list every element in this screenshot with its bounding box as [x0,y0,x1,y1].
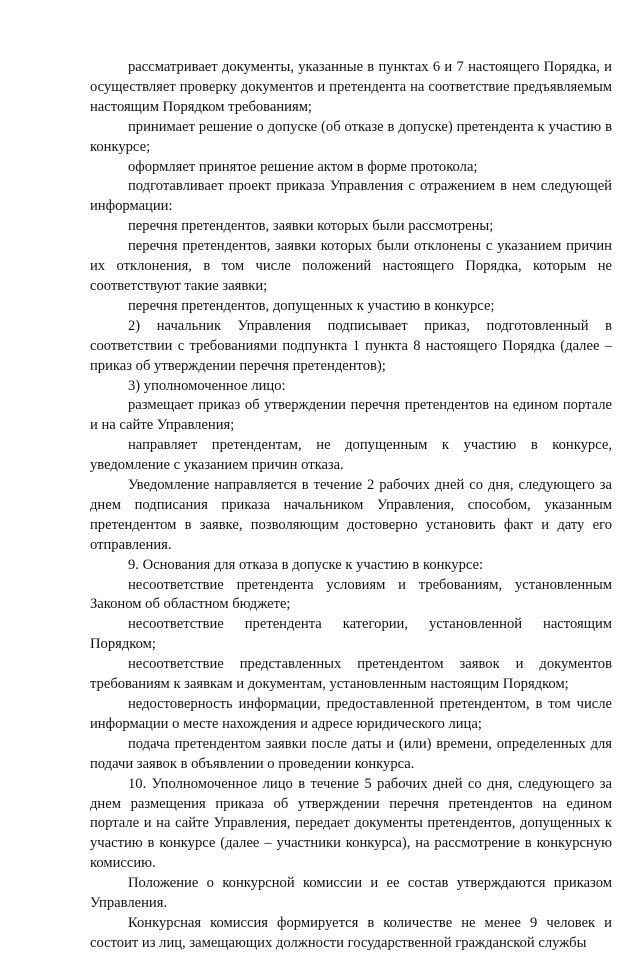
paragraph: принимает решение о допуске (об отказе в допуске) претендента к участию в конкурсе; [90,118,612,155]
paragraph: подача претендентом заявки после даты и (или) времени, определенных для подачи заявок в объявлении о проведении конкурса. [90,735,612,772]
paragraph: перечня претендентов, заявки которых были рассмотрены; [128,218,494,235]
paragraph: подготавливает проект приказа Управления с отражением в нем следующей информации: [90,178,612,215]
paragraph: Конкурсная комиссия формируется в количестве не менее 9 человек и состоит из лиц, замещающих должности государственной гражданской службы [90,914,612,951]
paragraph: Положение о конкурсной комиссии и ее состав утверждаются приказом Управления. [90,875,612,912]
paragraph: направляет претендентам, не допущенным к участию в конкурсе, уведомление с указанием причин отказа. [90,437,612,474]
paragraph: 2) начальник Управления подписывает приказ, подготовленный в соответствии с требованиями подпункта 1 пункта 8 настоящего Порядка (далее – приказ об утверждении перечня претендентов); [90,317,612,374]
paragraph: 9. Основания для отказа в допуске к участию в конкурсе: [128,556,484,573]
paragraph: перечня претендентов, заявки которых были отклонены с указанием причин их отклонения, в том числе положений настоящего Порядка, которым не соответствуют такие заявки; [90,238,612,294]
paragraph: размещает приказ об утверждении перечня претендентов на едином портале и на сайте Управления; [90,397,612,434]
paragraph: 10. Уполномоченное лицо в течение 5 рабочих дней со дня, следующего за днем размещения приказа об утверждении перечня претендентов на едином портале и на сайте Управления, передает документы претендентов, допущенных к участию в конкурсе (далее – участники конкурса), на рассмотрение в конкурсную комиссию. [90,775,612,872]
paragraph: несоответствие представленных претендентом заявок и документов требованиям к заявкам и документам, установленным настоящим Порядком; [90,656,612,693]
paragraph: несоответствие претендента условиям и требованиям, установленным Законом об областном бюджете; [90,576,612,613]
paragraph: недостоверность информации, предоставленной претендентом, в том числе информации о месте нахождения и адресе юридического лица; [90,696,612,732]
paragraph: 3) уполномоченное лицо: [128,377,286,394]
paragraph: оформляет принятое решение актом в форме протокола; [128,158,478,175]
paragraph: перечня претендентов, допущенных к участию в конкурсе; [128,297,495,314]
paragraph: рассматривает документы, указанные в пунктах 6 и 7 настоящего Порядка, и осуществляет проверку документов и претендента на соответствие предъявляемым настоящим Порядком требованиям; [90,59,612,115]
document-body [90,58,612,954]
paragraph: Уведомление направляется в течение 2 рабочих дней со дня, следующего за днем подписания приказа начальником Управления, способом, указанным претендентом в заявке, позволяющим достоверно установить факт и дату его отправления. [90,477,612,553]
paragraph: несоответствие претендента категории, установленной настоящим Порядком; [90,616,612,653]
